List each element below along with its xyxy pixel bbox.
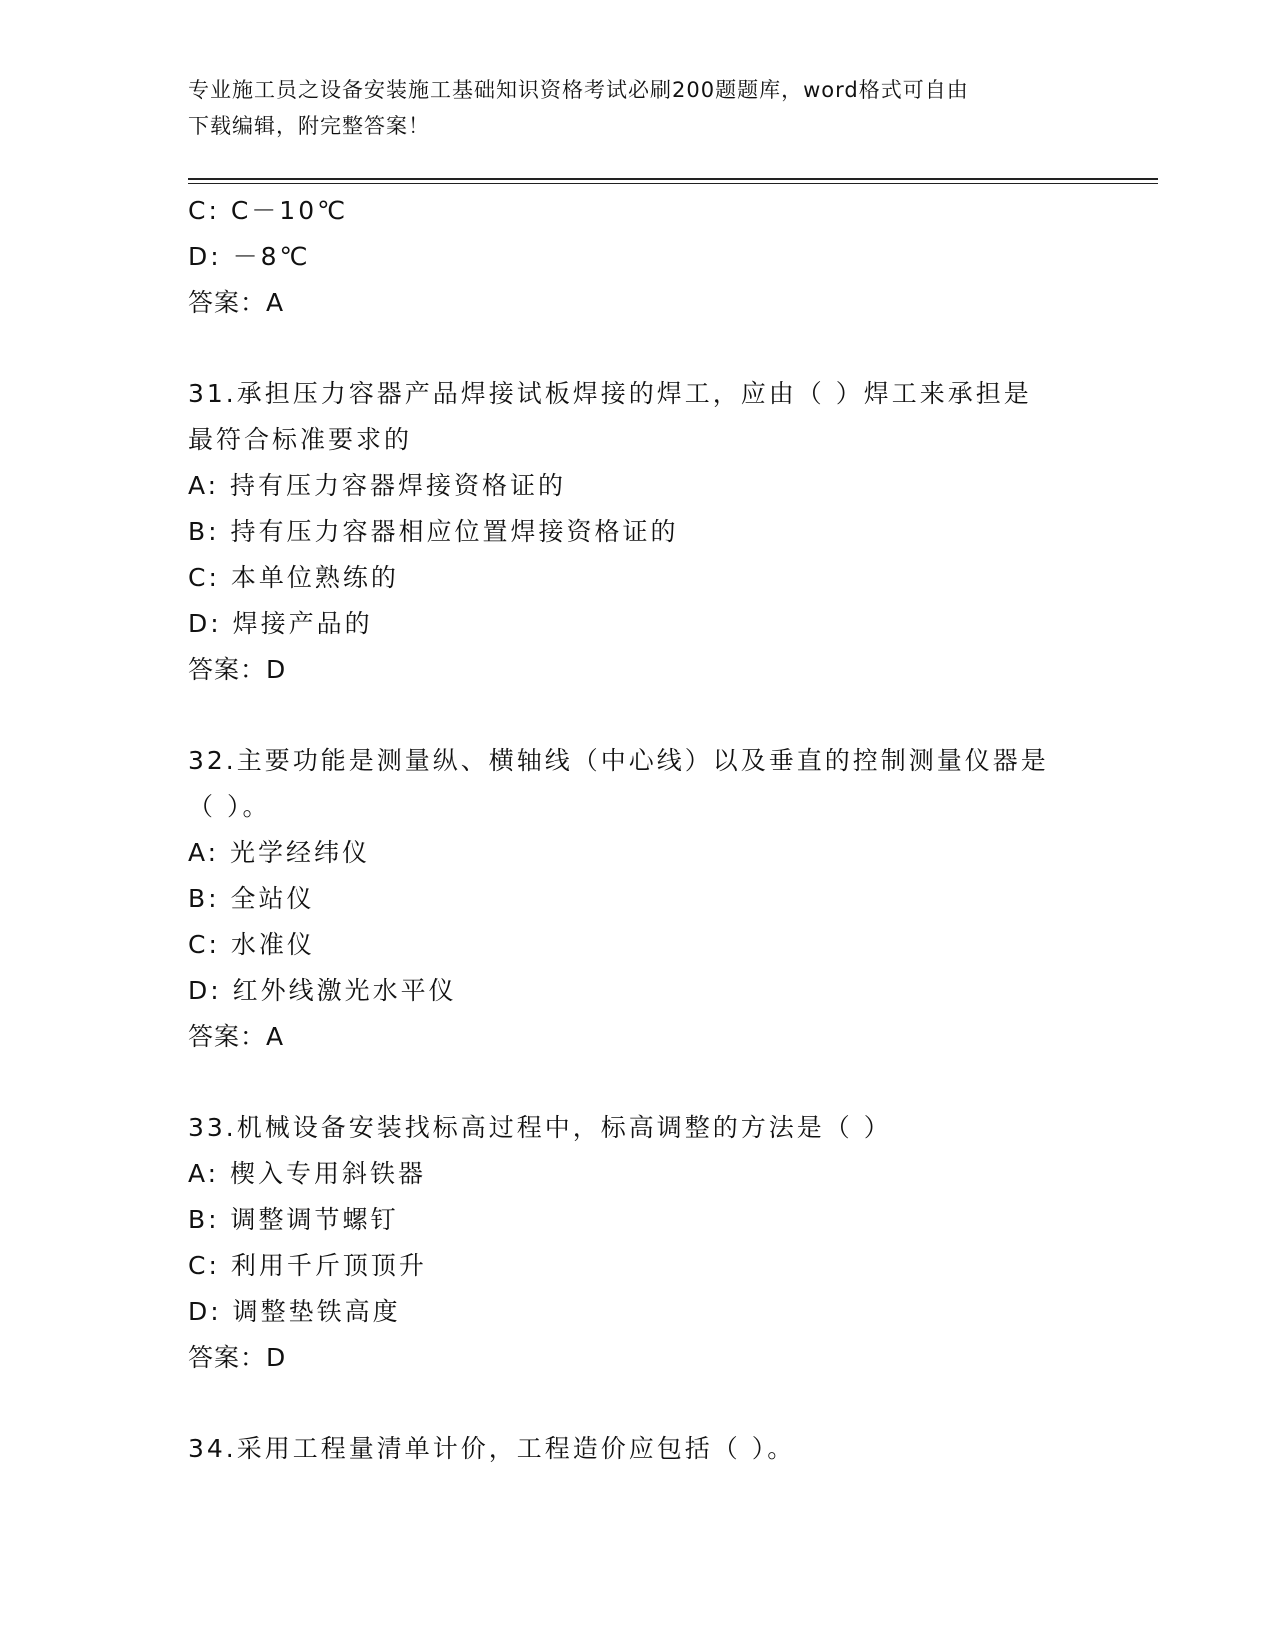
option-b: B: 全站仪 xyxy=(188,884,315,913)
document-body xyxy=(188,188,1088,1472)
page-header xyxy=(188,72,1088,144)
option-b: B: 调整调节螺钉 xyxy=(188,1205,399,1234)
option-c: C: C－10℃ xyxy=(188,196,349,225)
question-33 xyxy=(188,1105,1088,1381)
option-a: A: 楔入专用斜铁器 xyxy=(188,1159,427,1188)
option-a: A: 光学经纬仪 xyxy=(188,838,371,867)
answer-line: 答案：D xyxy=(188,1343,287,1372)
option-d: D: 焊接产品的 xyxy=(188,609,373,638)
spacer xyxy=(188,1060,1088,1105)
answer-line: 答案：A xyxy=(188,288,285,317)
answer-line: 答案：A xyxy=(188,1022,285,1051)
option-d: D: 调整垫铁高度 xyxy=(188,1297,401,1326)
option-c: C: 利用千斤顶顶升 xyxy=(188,1251,427,1280)
question-stem-cont: 最符合标准要求的 xyxy=(188,425,413,454)
option-c: C: 水准仪 xyxy=(188,930,315,959)
option-b: B: 持有压力容器相应位置焊接资格证的 xyxy=(188,517,679,546)
header-line-1: 专业施工员之设备安装施工基础知识资格考试必刷200题题库，word格式可自由 xyxy=(188,78,969,102)
question-31 xyxy=(188,371,1088,693)
question-stem: 34.采用工程量清单计价，工程造价应包括（ ）。 xyxy=(188,1434,796,1463)
spacer xyxy=(188,326,1088,371)
header-divider xyxy=(188,178,1158,184)
option-c: C: 本单位熟练的 xyxy=(188,563,399,592)
option-a: A: 持有压力容器焊接资格证的 xyxy=(188,471,567,500)
option-d: D: －8℃ xyxy=(188,242,311,271)
question-32 xyxy=(188,738,1088,1060)
question-34 xyxy=(188,1426,1088,1472)
spacer xyxy=(188,1381,1088,1426)
previous-question-tail xyxy=(188,188,1088,326)
question-stem: 32.主要功能是测量纵、横轴线（中心线）以及垂直的控制测量仪器是 xyxy=(188,746,1049,775)
header-line-2: 下载编辑，附完整答案！ xyxy=(188,114,430,138)
question-stem: 31.承担压力容器产品焊接试板焊接的焊工，应由（ ）焊工来承担是 xyxy=(188,379,1032,408)
answer-line: 答案：D xyxy=(188,655,287,684)
question-stem: 33.机械设备安装找标高过程中，标高调整的方法是（ ） xyxy=(188,1113,892,1142)
spacer xyxy=(188,693,1088,738)
option-d: D: 红外线激光水平仪 xyxy=(188,976,457,1005)
question-stem-cont: （ ）。 xyxy=(188,792,271,821)
